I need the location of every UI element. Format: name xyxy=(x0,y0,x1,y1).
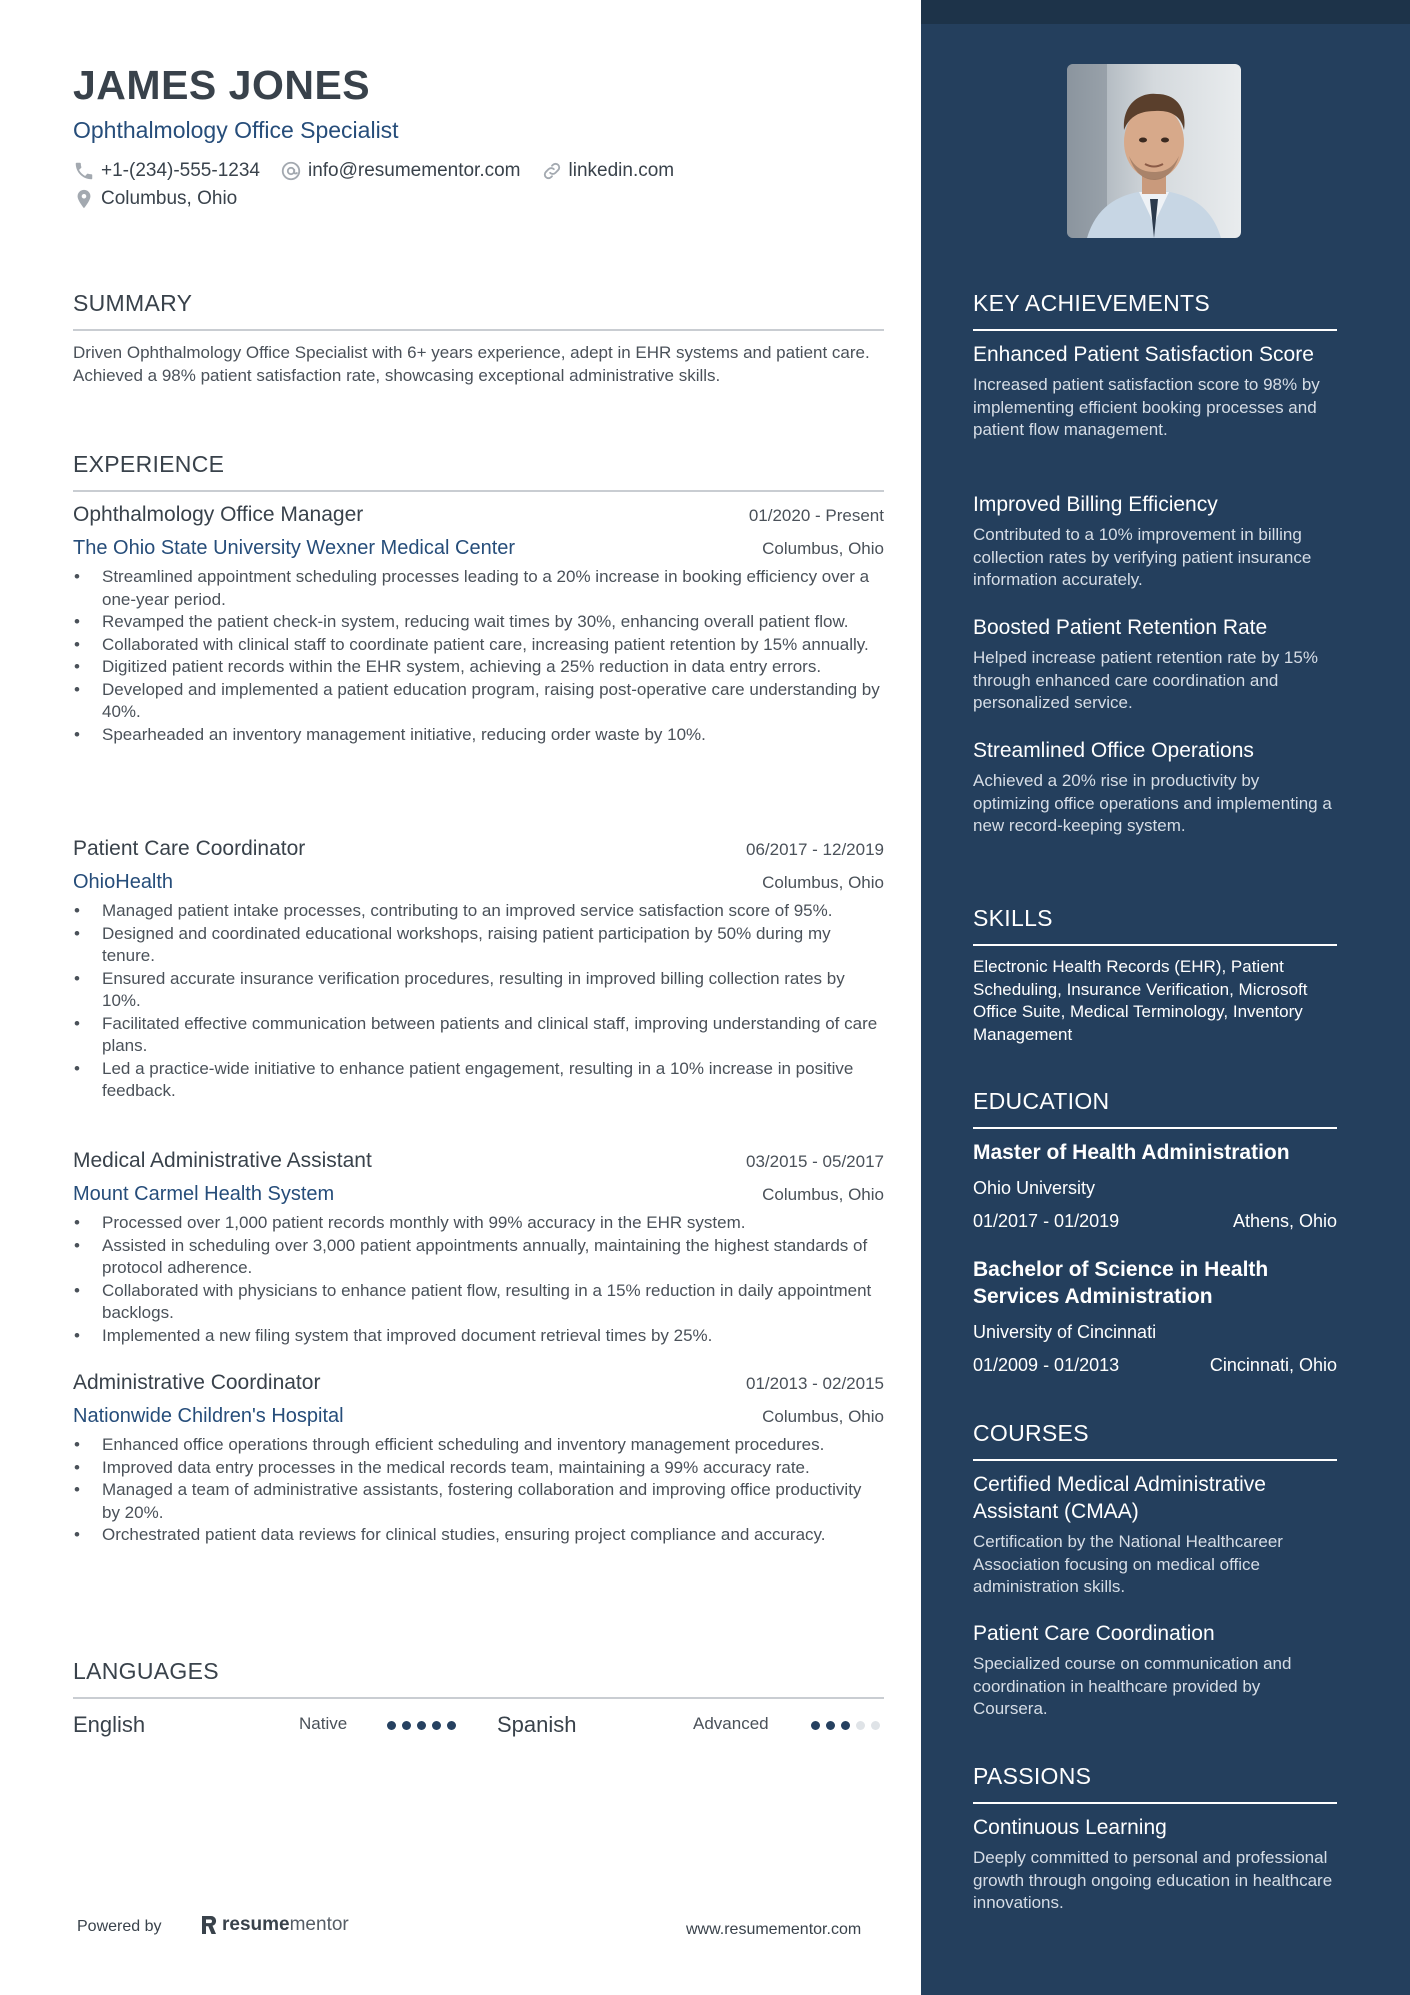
skills-text: Electronic Health Records (EHR), Patient Scheduling, Insurance Verification, Microsoft Office Suite, Medical Terminology, Inventory Management xyxy=(973,957,1308,1044)
job-company: The Ohio State University Wexner Medical Center xyxy=(73,537,516,559)
job-bullet: • Orchestrated patient data reviews for clinical studies, ensuring project compliance and accuracy. xyxy=(73,1524,884,1547)
profile-photo-image xyxy=(1067,64,1241,238)
sidebar-top-band xyxy=(921,0,1410,24)
contact-linkedin[interactable] xyxy=(541,160,675,182)
job-location: Columbus, Ohio xyxy=(762,1407,884,1426)
job-location: Columbus, Ohio xyxy=(762,1185,884,1204)
location-pin-icon xyxy=(73,188,95,210)
rating-dot-filled xyxy=(826,1721,835,1730)
education-school: University of Cincinnati xyxy=(973,1322,1157,1342)
phone-icon xyxy=(73,160,95,182)
course-title: Patient Care Coordination xyxy=(973,1622,1215,1645)
skills-heading: SKILLS xyxy=(973,905,1337,946)
job-bullet: • Collaborated with clinical staff to coordinate patient care, increasing patient retention by 15% annually. xyxy=(73,634,884,657)
language-rating xyxy=(811,1721,886,1730)
course-desc: Certification by the National Healthcareer Association focusing on medical office administration skills. xyxy=(973,1532,1283,1596)
education-date: 01/2009 - 01/2013 xyxy=(973,1355,1120,1375)
experience-heading: EXPERIENCE xyxy=(73,451,884,492)
education-location: Athens, Ohio xyxy=(1232,1211,1337,1231)
achievement-title: Enhanced Patient Satisfaction Score xyxy=(973,343,1314,366)
achievement-desc: Contributed to a 10% improvement in billing collection rates by verifying patient insurance information accurately. xyxy=(973,525,1312,589)
job-role: Medical Administrative Assistant xyxy=(73,1149,372,1172)
job-bullet: • Led a practice-wide initiative to enhance patient engagement, resulting in a 10% increase in positive feedback. xyxy=(73,1058,884,1103)
course-title: Certified Medical Administrative Assistant (CMAA) xyxy=(973,1473,1266,1523)
job-bullet: • Managed patient intake processes, contributing to an improved service satisfaction score of 95%. xyxy=(73,900,884,923)
job-company: Nationwide Children's Hospital xyxy=(73,1405,344,1427)
achievement-desc: Achieved a 20% rise in productivity by optimizing office operations and implementing a new record-keeping system. xyxy=(973,771,1332,835)
rating-dot-filled xyxy=(402,1721,411,1730)
summary-text: Driven Ophthalmology Office Specialist with 6+ years experience, adept in EHR systems and patient care. Achieved a 98% patient satisfaction rate, showcasing exceptional administrative skills. xyxy=(73,343,870,385)
education-heading: EDUCATION xyxy=(973,1088,1337,1129)
contact-phone[interactable] xyxy=(73,160,260,182)
achievement-item xyxy=(973,737,1337,838)
language-item xyxy=(73,1710,145,1740)
achievement-title: Streamlined Office Operations xyxy=(973,739,1254,762)
job-date: 01/2013 - 02/2015 xyxy=(745,1374,884,1393)
job-bullet: • Revamped the patient check-in system, reducing wait times by 30%, enhancing overall patient flow. xyxy=(73,611,884,634)
job-bullet: • Enhanced office operations through efficient scheduling and inventory management procedures. xyxy=(73,1434,884,1457)
job-bullet: • Processed over 1,000 patient records monthly with 99% accuracy in the EHR system. xyxy=(73,1212,884,1235)
job-entry xyxy=(73,1371,884,1547)
phone-text: +1-(234)-555-1234 xyxy=(101,160,260,181)
language-name: English xyxy=(73,1712,146,1737)
contact-location-row xyxy=(73,188,257,210)
rating-dot-filled xyxy=(432,1721,441,1730)
job-role: Patient Care Coordinator xyxy=(73,837,306,860)
rating-dot-filled xyxy=(841,1721,850,1730)
achievement-title: Improved Billing Efficiency xyxy=(973,493,1218,516)
achievement-title: Boosted Patient Retention Rate xyxy=(973,616,1268,639)
languages-list xyxy=(73,1710,884,1740)
education-item xyxy=(973,1139,1337,1232)
education-location: Cincinnati, Ohio xyxy=(1209,1355,1337,1375)
rating-dot-filled xyxy=(387,1721,396,1730)
job-bullet: • Designed and coordinated educational workshops, raising patient participation by 50% during my tenure. xyxy=(73,923,884,968)
passions-heading: PASSIONS xyxy=(973,1763,1337,1804)
logo-text-bold: resume xyxy=(222,1914,290,1935)
job-entry xyxy=(73,837,884,1103)
languages-heading: LANGUAGES xyxy=(73,1658,884,1699)
job-bullets xyxy=(73,900,884,1103)
job-bullet: • Managed a team of administrative assistants, fostering collaboration and improving office productivity by 20%. xyxy=(73,1479,884,1524)
logo-text-light: mentor xyxy=(289,1914,349,1935)
at-icon xyxy=(280,160,302,182)
location-text: Columbus, Ohio xyxy=(101,188,238,209)
job-location: Columbus, Ohio xyxy=(762,873,884,892)
courses-heading: COURSES xyxy=(973,1420,1337,1461)
footer-url[interactable]: www.resumementor.com xyxy=(686,1921,862,1938)
candidate-name: JAMES JONES xyxy=(73,62,371,108)
rating-dot-empty xyxy=(856,1721,865,1730)
education-school: Ohio University xyxy=(973,1178,1096,1198)
contact-location xyxy=(73,188,237,210)
contact-row xyxy=(73,160,694,182)
job-bullet: • Collaborated with physicians to enhance patient flow, resulting in a 15% reduction in daily appointment backlogs. xyxy=(73,1280,884,1325)
achievement-desc: Increased patient satisfaction score to 98% by implementing efficient booking processes and patient flow management. xyxy=(973,375,1320,439)
link-icon xyxy=(541,160,563,182)
job-company: OhioHealth xyxy=(73,871,174,893)
job-bullet: • Facilitated effective communication between patients and clinical staff, improving understanding of care plans. xyxy=(73,1013,884,1058)
job-bullet: • Implemented a new filing system that improved document retrieval times by 25%. xyxy=(73,1325,884,1348)
powered-by-label: Powered by xyxy=(77,1918,162,1935)
course-desc: Specialized course on communication and coordination in healthcare provided by Coursera. xyxy=(973,1654,1292,1718)
job-bullet: • Spearheaded an inventory management initiative, reducing order waste by 10%. xyxy=(73,724,884,747)
education-date: 01/2017 - 01/2019 xyxy=(973,1211,1120,1231)
resumementor-logo[interactable] xyxy=(200,1914,349,1936)
achievement-item xyxy=(973,491,1337,592)
linkedin-text: linkedin.com xyxy=(568,160,675,181)
rating-dot-filled xyxy=(811,1721,820,1730)
achievement-item xyxy=(973,614,1337,715)
job-bullet: • Assisted in scheduling over 3,000 patient appointments annually, maintaining the highest standards of protocol adherence. xyxy=(73,1235,884,1280)
job-role: Administrative Coordinator xyxy=(73,1371,321,1394)
achievement-item xyxy=(973,341,1337,442)
rating-dot-filled xyxy=(447,1721,456,1730)
job-bullet: • Improved data entry processes in the medical records team, maintaining a 99% accuracy rate. xyxy=(73,1457,884,1480)
summary-heading: SUMMARY xyxy=(73,290,884,331)
contact-email[interactable] xyxy=(280,160,521,182)
job-date: 06/2017 - 12/2019 xyxy=(745,840,884,859)
passion-desc: Deeply committed to personal and professional growth through ongoing education in healthcare innovations. xyxy=(973,1848,1333,1912)
job-entry xyxy=(73,1149,884,1347)
candidate-title: Ophthalmology Office Specialist xyxy=(73,117,399,143)
course-item xyxy=(973,1620,1337,1721)
job-bullet: • Digitized patient records within the EHR system, achieving a 25% reduction in data entry errors. xyxy=(73,656,884,679)
job-bullets xyxy=(73,566,884,746)
language-item xyxy=(497,1710,577,1740)
job-bullets xyxy=(73,1434,884,1547)
education-degree: Bachelor of Science in Health Services Administration xyxy=(973,1258,1269,1308)
sidebar xyxy=(921,0,1410,1995)
job-bullet: • Developed and implemented a patient education program, raising post-operative care understanding by 40%. xyxy=(73,679,884,724)
job-bullets xyxy=(73,1212,884,1347)
achievements-heading: KEY ACHIEVEMENTS xyxy=(973,290,1337,331)
resumementor-logo-icon xyxy=(200,1915,218,1935)
job-bullet: • Streamlined appointment scheduling processes leading to a 20% increase in booking efficiency over a one-year period. xyxy=(73,566,884,611)
passion-title: Continuous Learning xyxy=(973,1816,1167,1839)
passion-item xyxy=(973,1814,1337,1915)
job-role: Ophthalmology Office Manager xyxy=(73,503,364,526)
job-date: 01/2020 - Present xyxy=(748,506,884,525)
job-entry xyxy=(73,503,884,746)
job-company: Mount Carmel Health System xyxy=(73,1183,335,1205)
achievement-desc: Helped increase patient retention rate by 15% through enhanced care coordination and personalized service. xyxy=(973,648,1318,712)
job-date: 03/2015 - 05/2017 xyxy=(745,1152,884,1171)
language-rating xyxy=(387,1721,462,1730)
language-level: Native xyxy=(299,1714,348,1733)
education-degree: Master of Health Administration xyxy=(973,1141,1290,1164)
language-level: Advanced xyxy=(693,1714,769,1733)
rating-dot-filled xyxy=(417,1721,426,1730)
education-item xyxy=(973,1256,1337,1376)
job-bullet: • Ensured accurate insurance verification procedures, resulting in improved billing collection rates by 10%. xyxy=(73,968,884,1013)
profile-photo xyxy=(1067,64,1241,238)
email-text: info@resumementor.com xyxy=(307,160,521,181)
language-name: Spanish xyxy=(497,1712,577,1737)
course-item xyxy=(973,1471,1337,1599)
rating-dot-empty xyxy=(871,1721,880,1730)
job-location: Columbus, Ohio xyxy=(762,539,884,558)
